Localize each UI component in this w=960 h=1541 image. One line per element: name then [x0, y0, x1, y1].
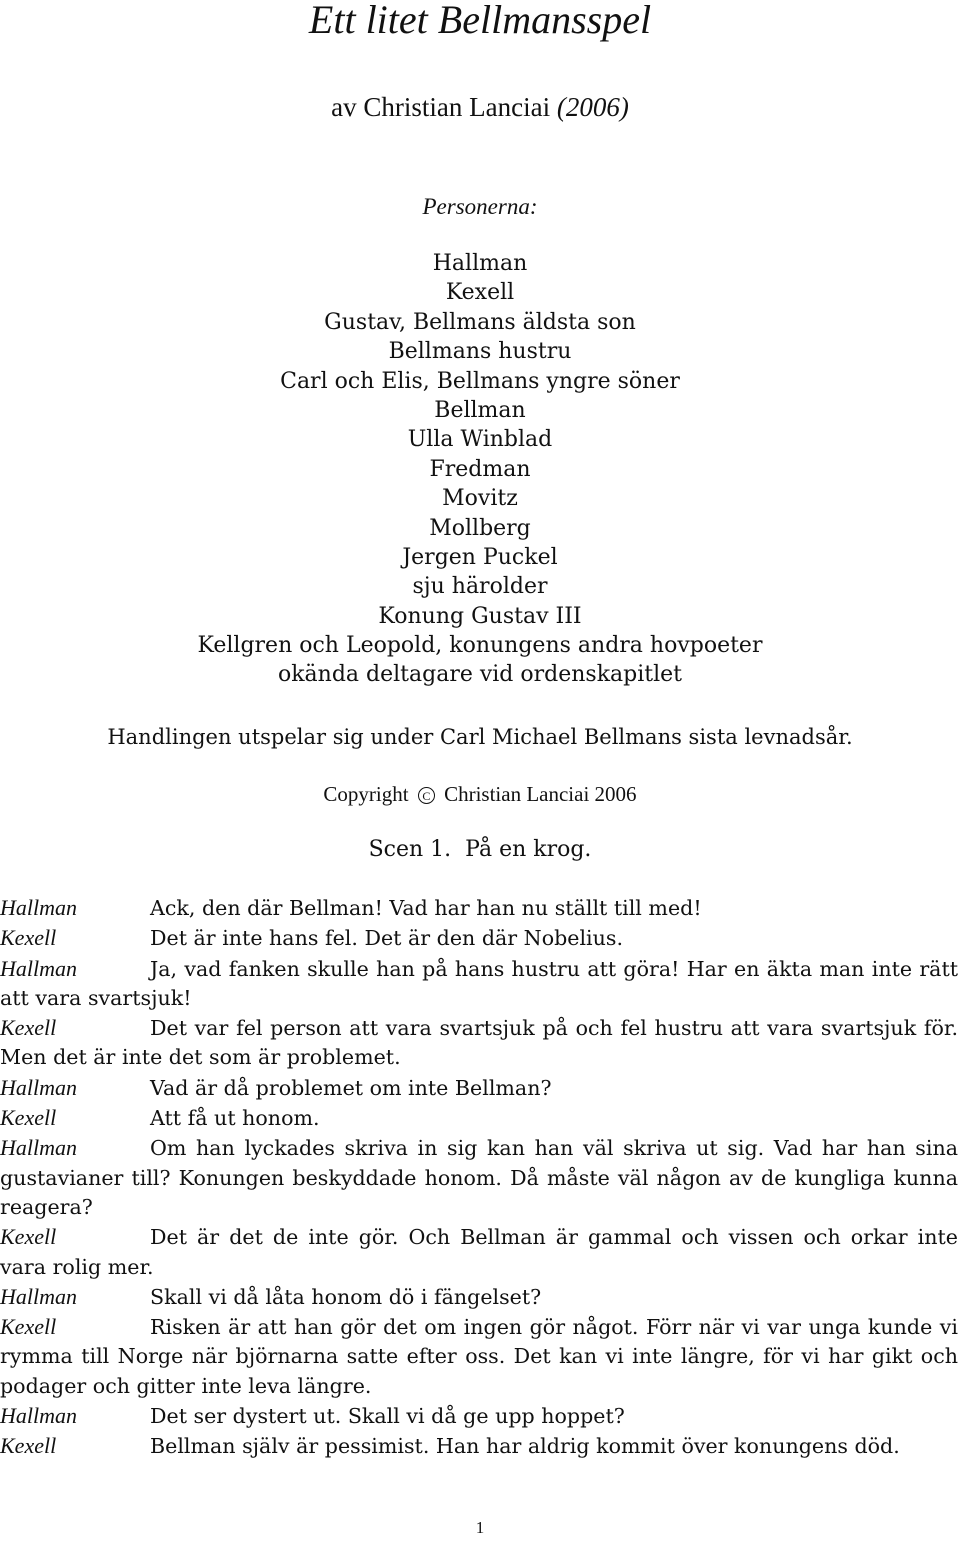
cast-member: sju härolder	[412, 574, 548, 600]
copyright-holder: Christian Lanciai 2006	[444, 782, 637, 806]
cast-member: Bellmans hustru	[388, 339, 572, 365]
speaker-name: Kexell	[0, 1105, 57, 1131]
setting-description: Handlingen utspelar sig under Carl Michael Bellmans sista levnadsår.	[107, 725, 853, 749]
dialogue-line	[0, 1013, 958, 1073]
copyright-label: Copyright	[323, 782, 409, 806]
scene-number: Scen 1.	[368, 837, 452, 862]
dialogue-line	[0, 1282, 958, 1312]
cast-member: Movitz	[442, 486, 518, 512]
cast-member: Fredman	[429, 456, 531, 482]
line-text: Ja, vad fanken skulle han på hans hustru att göra! Har en äkta man inte rätt att vara svartsjuk!	[0, 956, 958, 1010]
speaker-name: Hallman	[0, 955, 77, 981]
line-text: Bellman själv är pessimist. Han har aldrig kommit över konungens död.	[150, 1434, 900, 1459]
speaker-name: Kexell	[0, 925, 57, 951]
line-text: Vad är då problemet om inte Bellman?	[150, 1075, 552, 1100]
cast-member: Konung Gustav III	[378, 603, 582, 629]
dialogue-line	[0, 893, 958, 923]
dialogue-line	[0, 1073, 958, 1103]
dialogue-line	[0, 1222, 958, 1282]
speaker-name: Kexell	[0, 1314, 57, 1340]
dialogue-line	[0, 954, 958, 1014]
dialogue-line	[0, 1133, 958, 1222]
play-title: Ett litet Bellmansspel	[308, 0, 652, 42]
cast-member: Carl och Elis, Bellmans yngre söner	[280, 368, 680, 394]
speaker-name: Kexell	[0, 1224, 57, 1250]
line-text: Ack, den där Bellman! Vad har han nu ställt till med!	[150, 896, 702, 920]
speaker-name: Hallman	[0, 1074, 77, 1100]
line-text: Det är det de inte gör. Och Bellman är gammal och vissen och orkar inte vara rolig mer.	[0, 1225, 958, 1279]
persons-heading: Personerna:	[422, 194, 538, 219]
scene-heading	[0, 834, 960, 866]
speaker-name: Hallman	[0, 895, 77, 920]
publication-year: (2006)	[556, 92, 629, 122]
byline	[0, 90, 960, 124]
line-text: Risken är att han gör det om ingen gör något. Förr när vi var unga kunde vi rymma till Norge när björnarna satte efter oss. Det kan vi inte längre, för vi har gikt och podager och gitter inte leva längre.	[0, 1315, 958, 1398]
dialogue-line	[0, 1431, 958, 1461]
copyright-notice	[0, 780, 960, 808]
cast-member: Kexell	[445, 280, 515, 306]
line-text: Det var fel person att vara svartsjuk på och fel hustru att vara svartsjuk för. Men det är inte det som är problemet.	[0, 1016, 958, 1070]
scene-place: På en krog.	[465, 837, 592, 862]
author-name: av Christian Lanciai	[331, 92, 551, 122]
speaker-name: Kexell	[0, 1433, 57, 1459]
cast-member: Jergen Puckel	[402, 544, 558, 570]
cast-member: Mollberg	[429, 515, 531, 541]
dialogue-line	[0, 1103, 958, 1133]
speaker-name: Hallman	[0, 1403, 77, 1429]
cast-member: Bellman	[434, 397, 526, 423]
dialogue-line	[0, 923, 958, 953]
speaker-name: Kexell	[0, 1015, 57, 1041]
line-text: Skall vi då låta honom dö i fängelset?	[150, 1284, 542, 1309]
line-text: Det är inte hans fel. Det är den där Nobelius.	[150, 926, 624, 951]
dialogue	[0, 893, 958, 1462]
cast-member: Kellgren och Leopold, konungens andra hovpoeter	[197, 633, 763, 659]
copyright-icon: C	[418, 787, 435, 804]
line-text: Att få ut honom.	[150, 1106, 320, 1131]
cast-member: Gustav, Bellmans äldsta son	[324, 309, 636, 335]
line-text: Det ser dystert ut. Skall vi då ge upp hoppet?	[150, 1404, 625, 1429]
page-number: 1	[475, 1518, 485, 1537]
speaker-name: Hallman	[0, 1135, 77, 1161]
speaker-name: Hallman	[0, 1283, 77, 1309]
dialogue-line	[0, 1312, 958, 1401]
cast-list	[0, 249, 960, 690]
cast-member: Hallman	[432, 251, 528, 276]
cast-member: Ulla Winblad	[407, 427, 553, 453]
line-text: Om han lyckades skriva in sig kan han väl skriva ut sig. Vad har han sina gustavianer till? Konungen beskyddade honom. Då måste väl någon av de kungliga kunna reagera?	[0, 1136, 958, 1219]
cast-member: okända deltagare vid ordenskapitlet	[277, 662, 683, 688]
dialogue-line	[0, 1401, 958, 1431]
